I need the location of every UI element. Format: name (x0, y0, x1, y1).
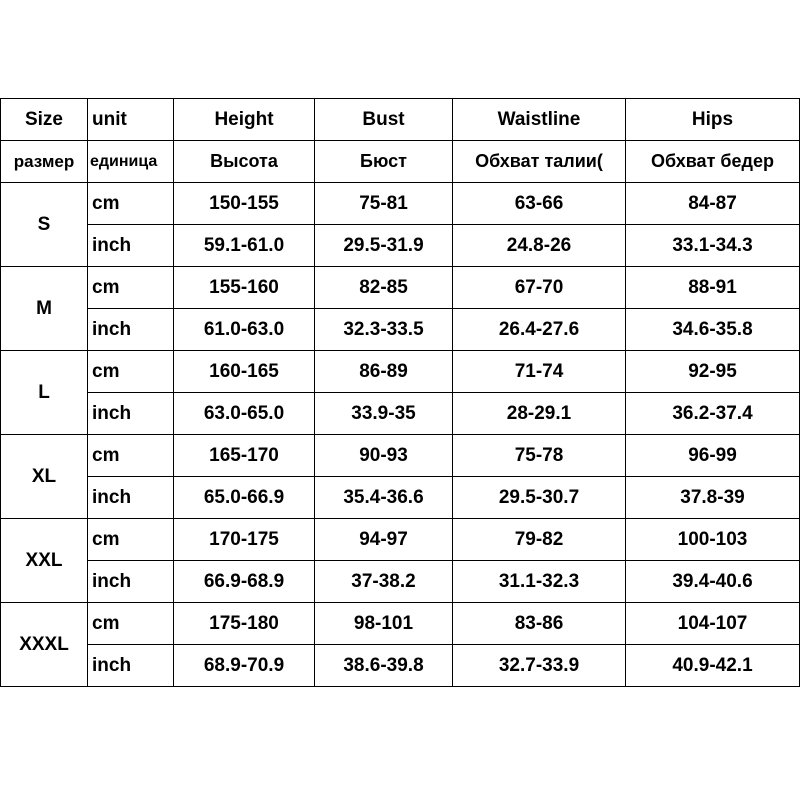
hips-cell: 100-103 (626, 519, 800, 561)
header-waistline: Waistline (453, 99, 626, 141)
height-cell: 61.0-63.0 (174, 309, 315, 351)
header-height-ru: Высота (174, 141, 315, 183)
size-chart-body (1, 99, 800, 687)
unit-cell: cm (88, 603, 174, 645)
hips-cell: 92-95 (626, 351, 800, 393)
height-cell: 63.0-65.0 (174, 393, 315, 435)
waist-cell: 24.8-26 (453, 225, 626, 267)
waist-cell: 26.4-27.6 (453, 309, 626, 351)
height-cell: 175-180 (174, 603, 315, 645)
size-row-xxl-inch (1, 561, 800, 603)
header-row-english (1, 99, 800, 141)
unit-cell: inch (88, 309, 174, 351)
unit-cell: cm (88, 351, 174, 393)
unit-cell: inch (88, 645, 174, 687)
bust-cell: 98-101 (315, 603, 453, 645)
size-label: S (1, 183, 88, 267)
height-cell: 65.0-66.9 (174, 477, 315, 519)
header-bust-ru: Бюст (315, 141, 453, 183)
bust-cell: 32.3-33.5 (315, 309, 453, 351)
bust-cell: 35.4-36.6 (315, 477, 453, 519)
header-bust: Bust (315, 99, 453, 141)
height-cell: 170-175 (174, 519, 315, 561)
bust-cell: 38.6-39.8 (315, 645, 453, 687)
bust-cell: 37-38.2 (315, 561, 453, 603)
size-row-xxxl-inch (1, 645, 800, 687)
size-label: XXL (1, 519, 88, 603)
bust-cell: 33.9-35 (315, 393, 453, 435)
waist-cell: 71-74 (453, 351, 626, 393)
size-row-s-inch (1, 225, 800, 267)
size-row-m-cm (1, 267, 800, 309)
height-cell: 59.1-61.0 (174, 225, 315, 267)
size-label: XXXL (1, 603, 88, 687)
height-cell: 165-170 (174, 435, 315, 477)
height-cell: 155-160 (174, 267, 315, 309)
hips-cell: 88-91 (626, 267, 800, 309)
height-cell: 68.9-70.9 (174, 645, 315, 687)
header-hips-ru: Обхват бедер (626, 141, 800, 183)
size-label: L (1, 351, 88, 435)
size-row-xxxl-cm (1, 603, 800, 645)
bust-cell: 94-97 (315, 519, 453, 561)
hips-cell: 96-99 (626, 435, 800, 477)
waist-cell: 32.7-33.9 (453, 645, 626, 687)
size-label: M (1, 267, 88, 351)
bust-cell: 75-81 (315, 183, 453, 225)
waist-cell: 67-70 (453, 267, 626, 309)
header-hips: Hips (626, 99, 800, 141)
unit-cell: cm (88, 183, 174, 225)
header-waistline-ru: Обхват талии( (453, 141, 626, 183)
hips-cell: 37.8-39 (626, 477, 800, 519)
unit-cell: cm (88, 519, 174, 561)
header-size-ru: размер (1, 141, 88, 183)
size-row-xl-inch (1, 477, 800, 519)
size-row-l-inch (1, 393, 800, 435)
unit-cell: inch (88, 393, 174, 435)
header-size: Size (1, 99, 88, 141)
unit-cell: cm (88, 435, 174, 477)
hips-cell: 39.4-40.6 (626, 561, 800, 603)
size-row-s-cm (1, 183, 800, 225)
size-row-m-inch (1, 309, 800, 351)
unit-cell: inch (88, 561, 174, 603)
size-chart-table (0, 98, 800, 687)
hips-cell: 40.9-42.1 (626, 645, 800, 687)
height-cell: 66.9-68.9 (174, 561, 315, 603)
waist-cell: 29.5-30.7 (453, 477, 626, 519)
hips-cell: 104-107 (626, 603, 800, 645)
bust-cell: 86-89 (315, 351, 453, 393)
size-label: XL (1, 435, 88, 519)
waist-cell: 63-66 (453, 183, 626, 225)
waist-cell: 79-82 (453, 519, 626, 561)
size-row-xxl-cm (1, 519, 800, 561)
size-row-xl-cm (1, 435, 800, 477)
bust-cell: 82-85 (315, 267, 453, 309)
height-cell: 160-165 (174, 351, 315, 393)
hips-cell: 36.2-37.4 (626, 393, 800, 435)
unit-cell: inch (88, 225, 174, 267)
waist-cell: 28-29.1 (453, 393, 626, 435)
hips-cell: 84-87 (626, 183, 800, 225)
waist-cell: 31.1-32.3 (453, 561, 626, 603)
waist-cell: 83-86 (453, 603, 626, 645)
hips-cell: 34.6-35.8 (626, 309, 800, 351)
header-height: Height (174, 99, 315, 141)
unit-cell: cm (88, 267, 174, 309)
header-unit: unit (88, 99, 174, 141)
bust-cell: 29.5-31.9 (315, 225, 453, 267)
waist-cell: 75-78 (453, 435, 626, 477)
height-cell: 150-155 (174, 183, 315, 225)
header-unit-ru: единица (88, 141, 174, 183)
size-row-l-cm (1, 351, 800, 393)
bust-cell: 90-93 (315, 435, 453, 477)
unit-cell: inch (88, 477, 174, 519)
hips-cell: 33.1-34.3 (626, 225, 800, 267)
header-row-russian (1, 141, 800, 183)
